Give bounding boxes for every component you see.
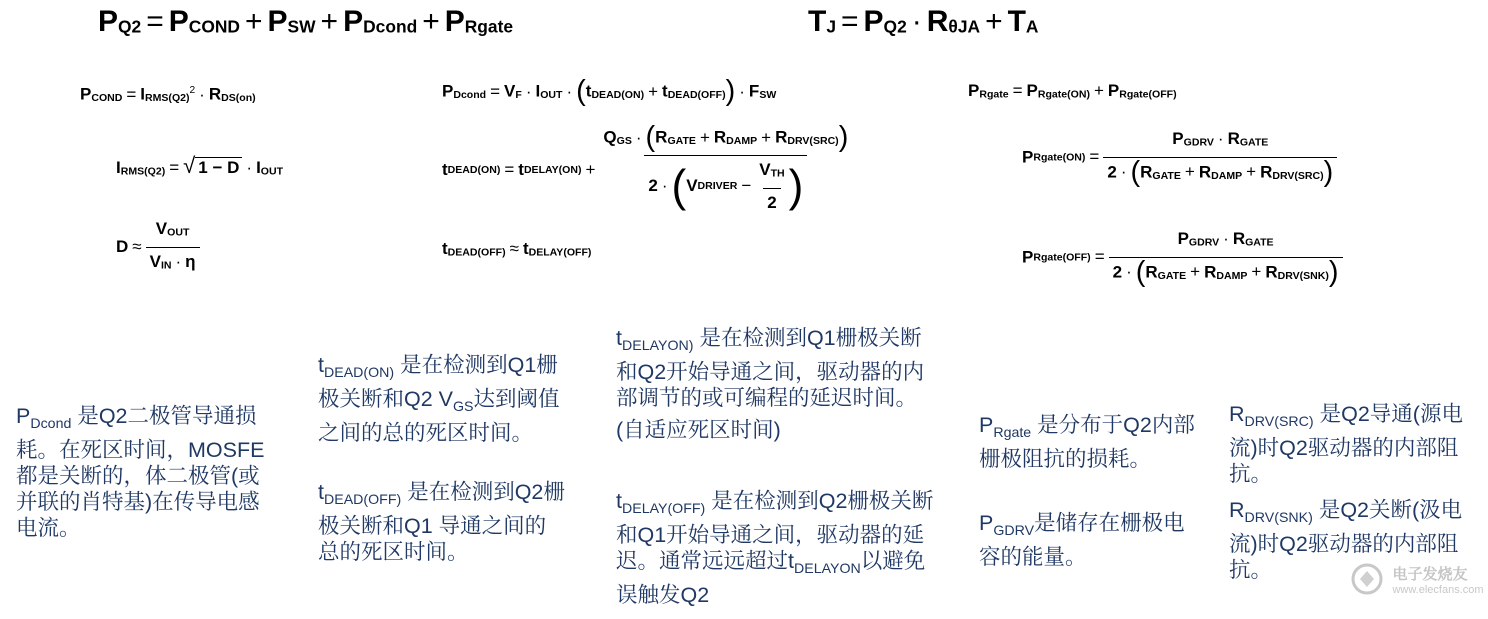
eq-prgate-on: PRgate(ON) = $\frac{\text{PGDRV · RGATE}}{\text{2 · (RGATE + RDAMP + RDRV(SRC))}}$ [1022,128,1337,187]
note-prgate: $P_{Rgate}$ 是分布于Q2内部栅极阻抗的损耗。 [979,413,1195,471]
note-tdelayoff: $t_{DELAY(OFF)}$ 是在检测到Q2栅极关断和Q1开始导通之间，驱动器的延迟。通常远远超过$t_{DELAYON}$以避免误触发Q2 [616,489,934,607]
note-pdcond: $P_{Dcond}$ 是Q2二极管导通损耗。在死区时间，MOSFE都是关断的，体二极管(或并联的肖特基)在传导电感电流。 [16,404,265,540]
eq-irms: IRMS(Q2) = √ 1 − D · IOUT [116,153,284,178]
note-pgdrv: $P_{GDRV}$是储存在栅极电容的能量。 [979,511,1185,569]
note-tdelayon: $t_{DELAYON)}$ 是在检测到Q1栅极关断和Q2开始导通之间，驱动器的内部调节的或可编程的延迟时间。 (自适应死区时间) [616,326,925,442]
eq-pcond: PCOND = $IRMS(Q2)^2 \cdot RDS(on)$ [80,84,256,105]
eq-prgate-off: PRgate(OFF) = $\frac{\text{PGDRV · RGATE}}{\text{2 · (RGATE + RDAMP + RDRV(SNK))}}$ [1022,228,1343,287]
eq-duty: D ≈ $\frac{\text{VOUT}}{\text{VIN · η}}$ [116,218,200,276]
watermark: 电子发烧友 www.elecfans.com [1350,562,1484,596]
note-rdrvsrc: $R_{DRV(SRC)}$ 是Q2导通(源电流)时Q2驱动器的内部阻抗。 [1229,402,1463,486]
note-tdeadon: $t_{DEAD(ON)}$ 是在检测到Q1栅极关断和Q2 $V_{GS}$达到阈值之间的总的死区时间。 [318,353,560,445]
eq-tdeadon: tDEAD(ON) = tDELAY(ON) + QGS · (RGATE + RDAMP + RDRV(SRC)) 2 · ( V DRIVER − $\frac{\text{VTH}}{2}$ ) [442,121,849,212]
eq-tj: TJ = PQ2 · RθJA + TA [808,5,1039,38]
eq-pq2: PQ2 = PCOND + PSW + PDcond + PRgate [98,5,514,38]
eq-tdeadoff: tDEAD(OFF) ≈ tDELAY(OFF) [442,239,592,259]
eq-pdcond: PDcond = VF · IOUT · (tDEAD(ON) + tDEAD(OFF)) · FSW [442,75,777,107]
note-tdeadoff: $t_{DEAD(OFF)}$ 是在检测到Q2栅极关断和Q1 导通之间的总的死区时间。 [318,480,565,564]
elecfans-logo-icon [1350,562,1384,596]
eq-prgate: PRgate = PRgate(ON) + PRgate(OFF) [968,81,1177,101]
note-rdrvsnk: $R_{DRV(SNK)}$ 是Q2关断(汲电流)时Q2驱动器的内部阻抗。 [1229,498,1463,582]
